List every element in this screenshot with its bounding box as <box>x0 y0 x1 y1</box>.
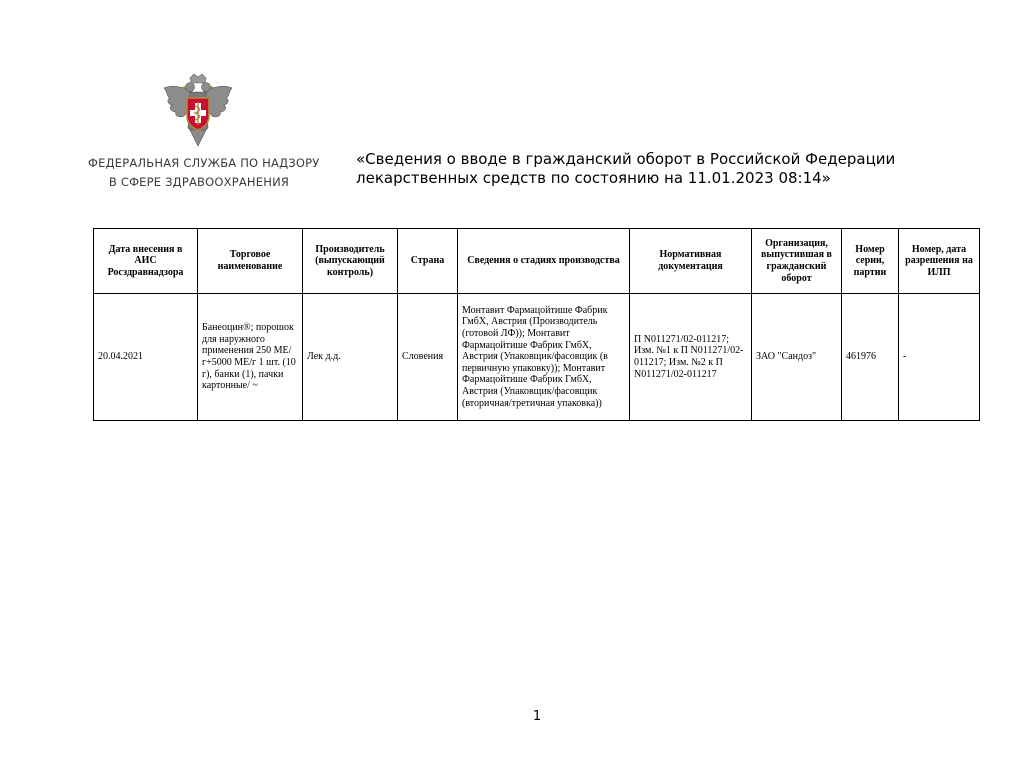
agency-name-line-2: В СФЕРЕ ЗДРАВООХРАНЕНИЯ <box>108 175 290 189</box>
agency-name-line-1: ФЕДЕРАЛЬНАЯ СЛУЖБА ПО НАДЗОРУ <box>88 156 320 170</box>
cell-batch-number: 461976 <box>842 294 899 421</box>
column-header-permit: Номер, дата разрешения на ИЛП <box>899 229 980 294</box>
document-title <box>356 150 956 188</box>
column-header-organization: Организация, выпустившая в гражданский оборот <box>752 229 842 294</box>
page-number: 1 <box>532 709 542 724</box>
cell-production-stages: Монтавит Фармацойтише Фабрик ГмбХ, Австрия (Производитель (готовой ЛФ)); Монтавит Фармацойтише Фабрик ГмбХ, Австрия (Упаковщик/фасовщик (в первичную упаковку)); Монтавит Фармацойтише Фабрик ГмбХ, Австрия (Упаковщик/фасовщик (вторичная/третичная упаковка)) <box>458 294 630 421</box>
table-header-row <box>94 229 980 294</box>
double-headed-eagle-emblem-icon <box>160 72 236 148</box>
column-header-trade-name: Торговое наименование <box>198 229 303 294</box>
column-header-production-stages: Сведения о стадиях производства <box>458 229 630 294</box>
cell-permit: - <box>899 294 980 421</box>
cell-date: 20.04.2021 <box>94 294 198 421</box>
column-header-regulatory-docs: Нормативная документация <box>630 229 752 294</box>
column-header-batch-number: Номер серии, партии <box>842 229 899 294</box>
document-title-line-1: «Сведения о вводе в гражданский оборот в Российской Федерации <box>356 150 896 168</box>
cell-trade-name: Банеоцин®; порошок для наружного применения 250 МЕ/г+5000 МЕ/г 1 шт. (10 г), банки (1), пачки картонные/ ~ <box>198 294 303 421</box>
agency-name <box>88 154 320 192</box>
table-row <box>94 294 980 421</box>
column-header-country: Страна <box>398 229 458 294</box>
cell-regulatory-docs: П N011271/02-011217; Изм. №1 к П N011271/02-011217; Изм. №2 к П N011271/02-011217 <box>630 294 752 421</box>
registry-table <box>93 228 980 421</box>
column-header-manufacturer: Производитель (выпускающий контроль) <box>303 229 398 294</box>
document-title-line-2: лекарственных средств по состоянию на 11.01.2023 08:14» <box>356 169 831 187</box>
cell-organization: ЗАО "Сандоз" <box>752 294 842 421</box>
cell-manufacturer: Лек д.д. <box>303 294 398 421</box>
cell-country: Словения <box>398 294 458 421</box>
column-header-date: Дата внесения в АИС Росздравнадзора <box>94 229 198 294</box>
